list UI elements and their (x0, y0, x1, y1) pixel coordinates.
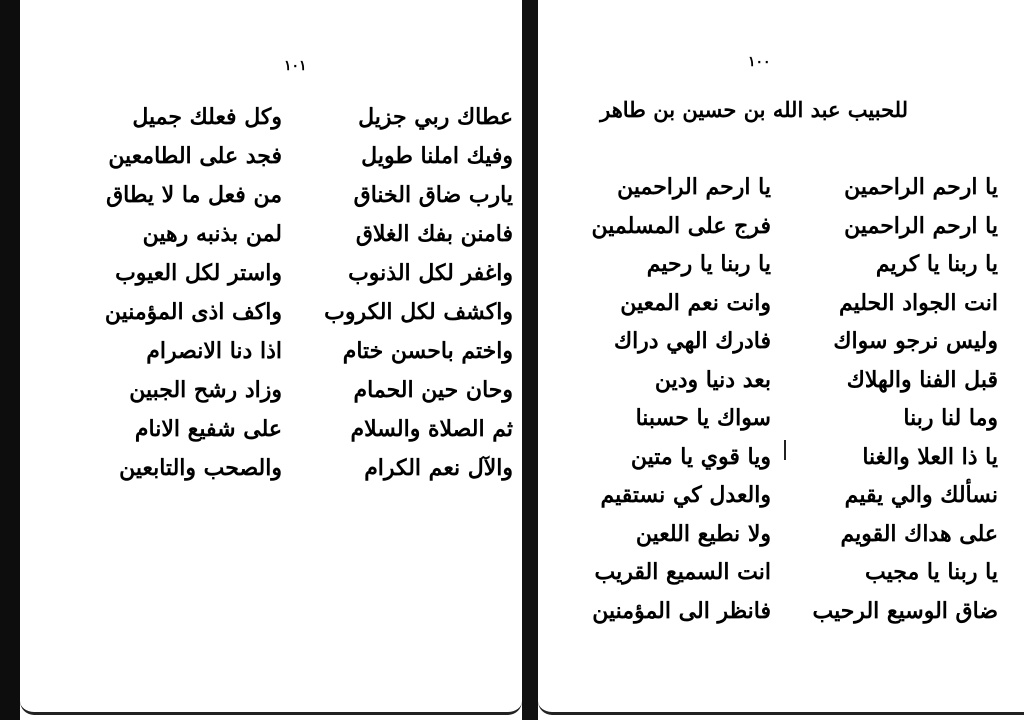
verse-line: والآل نعم الكرام (364, 455, 513, 481)
verse-line: وفيك املنا طويل (361, 143, 513, 169)
verse-line: واكف اذى المؤمنين (104, 299, 282, 325)
verse-line: وزاد رشح الجبين (129, 377, 282, 403)
verse-line: واغفر لكل الذنوب (348, 260, 513, 286)
verse-line: فادرك الهي دراك (613, 328, 771, 354)
verse-line: وحان حين الحمام (353, 377, 513, 403)
verse-line: وليس نرجو سواك (833, 328, 998, 354)
verse-line: يا ربنا يا رحيم (646, 251, 771, 277)
book-spine (522, 0, 538, 720)
verse-line: والعدل كي نستقيم (600, 482, 771, 508)
verse-line: واختم باحسن ختام (342, 338, 513, 364)
verse-line: وما لنا ربنا (903, 405, 998, 431)
verse-line: فامنن بفك الغلاق (355, 221, 513, 247)
right-page-column-left (566, 168, 771, 630)
right-page (538, 0, 1024, 715)
verse-line: اذا دنا الانصرام (146, 338, 282, 364)
verse-line: انت السميع القريب (594, 559, 771, 585)
left-page-column-right (308, 98, 513, 488)
verse-line: على شفيع الانام (134, 416, 282, 442)
verse-line: يا ارحم الراحمين (617, 174, 771, 200)
verse-line: يا ربنا يا كريم (875, 251, 998, 277)
right-page-column-right (796, 168, 998, 630)
verse-line: قبل الفنا والهلاك (846, 366, 998, 393)
verse-line: فرج على المسلمين (591, 212, 771, 239)
verse-line: والصحب والتابعين (119, 455, 282, 481)
verse-line: ولا نطيع اللعين (635, 520, 771, 547)
verse-line: سواك يا حسبنا (635, 405, 771, 431)
left-page (20, 0, 522, 715)
verse-line: يا ارحم الراحمين (844, 212, 998, 239)
verse-line: واستر لكل العيوب (115, 260, 282, 286)
poem-heading: للحبيب عبد الله بن حسين بن طاهر (600, 97, 908, 122)
verse-line: ويا قوي يا متين (630, 443, 771, 470)
verse-line: وكل فعلك جميل (132, 104, 282, 130)
page-number-left: ١٠١ (284, 58, 307, 74)
page-number-right: ١٠٠ (748, 54, 771, 70)
verse-line: من فعل ما لا يطاق (106, 182, 282, 208)
verse-line: لمن بذنبه رهين (142, 221, 282, 247)
left-page-column-left (82, 98, 282, 488)
scan-mark (784, 440, 786, 460)
verse-line: يا ذا العلا والغنا (862, 443, 998, 470)
verse-line: ضاق الوسيع الرحيب (812, 597, 998, 624)
verse-line: على هداك القويم (840, 520, 998, 547)
verse-line: فجد على الطامعين (108, 143, 282, 169)
verse-line: يا ربنا يا مجيب (865, 559, 998, 585)
verse-line: وانت نعم المعين (620, 289, 771, 316)
verse-line: نسألك والي يقيم (844, 482, 998, 508)
verse-line: ثم الصلاة والسلام (350, 416, 513, 442)
verse-line: واكشف لكل الكروب (324, 299, 513, 325)
verse-line: انت الجواد الحليم (838, 289, 998, 316)
verse-line: يا ارحم الراحمين (844, 174, 998, 200)
verse-line: عطاك ربي جزيل (358, 104, 513, 130)
book-edge-left (0, 0, 20, 720)
verse-line: فانظر الى المؤمنين (592, 597, 771, 624)
verse-line: يارب ضاق الخناق (353, 182, 513, 208)
verse-line: بعد دنيا ودين (654, 366, 771, 393)
